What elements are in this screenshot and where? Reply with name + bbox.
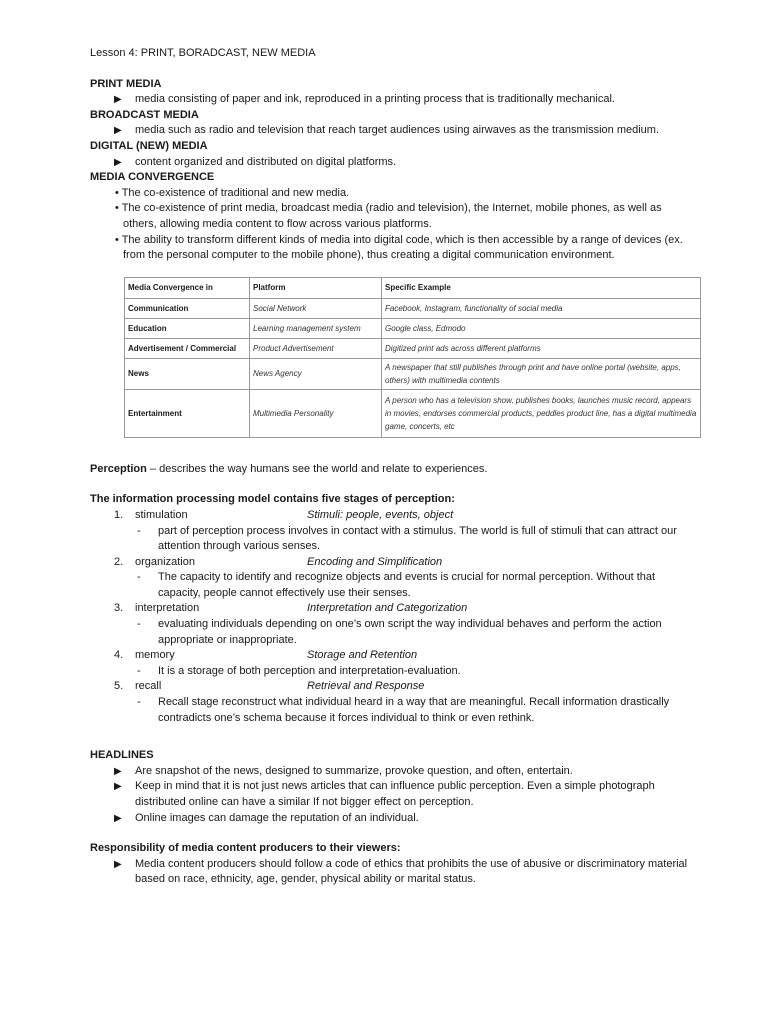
table-row [125, 358, 701, 389]
headlines-heading: HEADLINES [90, 749, 154, 762]
table-cell: A newspaper that still publishes through print and have online portal (website, apps, others) with multimedia contents [382, 358, 701, 389]
table-cell: Multimedia Personality [250, 389, 382, 437]
table-cell: Education [125, 318, 250, 338]
print-media-heading: PRINT MEDIA [90, 77, 162, 90]
headlines-item: ▶ Are snapshot of the news, designed to summarize, provoke question, and often, entertain. [90, 764, 690, 780]
triangle-bullet-icon: ▶ [114, 765, 122, 777]
document-page [90, 46, 697, 888]
triangle-bullet-icon: ▶ [114, 781, 122, 793]
table-header: Media Convergence in [125, 277, 250, 298]
stage-row: 3. interpretation Interpretation and Categorization [114, 602, 468, 615]
headlines-item: ▶ Online images can damage the reputation of an individual. [90, 811, 690, 827]
stage-row: 1. stimulation Stimuli: people, events, object [114, 508, 454, 521]
table-cell: Learning management system [250, 318, 382, 338]
stage-row: 4. memory Storage and Retention [114, 649, 418, 662]
table-cell: News Agency [250, 358, 382, 389]
stages-heading: The information processing model contains five stages of perception: [90, 493, 455, 506]
stage-detail: - The capacity to identify and recognize objects and events is crucial for normal perception. Without that capacity, people cannot effectively use their senses. [137, 571, 656, 599]
headlines-item: ▶ Keep in mind that it is not just news articles that can influence public perception. Even a simple photograph distributed online can have a similar If not bigger effect on perception. [90, 779, 690, 810]
table-row [125, 298, 701, 318]
table-header: Platform [250, 277, 382, 298]
triangle-bullet-icon: ▶ [114, 858, 122, 870]
print-media-item: ▶ media consisting of paper and ink, reproduced in a printing process that is traditionally mechanical. [90, 92, 690, 108]
triangle-bullet-icon: ▶ [114, 156, 122, 168]
lesson-title: Lesson 4: PRINT, BORADCAST, NEW MEDIA [90, 47, 316, 59]
table-cell: Advertisement / Commercial [125, 338, 250, 358]
perception-text: – describes the way humans see the world and relate to experiences. [146, 462, 488, 475]
convergence-bullet: • The co-existence of print media, broadcast media (radio and television), the Internet, mobile phones, as well as others, allowing media content to flow across various platforms. [115, 202, 662, 230]
table-cell: Entertainment [125, 389, 250, 437]
table-row [125, 389, 701, 437]
stage-detail: - It is a storage of both perception and interpretation-evaluation. [137, 664, 461, 677]
convergence-bullet: • The co-existence of traditional and new media. [115, 186, 350, 199]
triangle-bullet-icon: ▶ [114, 812, 122, 824]
table-row [125, 338, 701, 358]
broadcast-media-heading: BROADCAST MEDIA [90, 108, 199, 121]
table-cell: Facebook, Instagram, functionality of social media [382, 298, 701, 318]
triangle-bullet-icon: ▶ [114, 94, 122, 106]
perception-definition [90, 462, 690, 478]
responsibility-heading: Responsibility of media content producers to their viewers: [90, 842, 401, 855]
responsibility-item: ▶ Media content producers should follow a code of ethics that prohibits the use of abusive or discriminatory material based on race, ethnicity, age, gender, physical ability or marital status. [90, 857, 690, 888]
table-cell: News [125, 358, 250, 389]
stage-detail: - Recall stage reconstruct what individual heard in a way that are meaningful. Recall information drastically contradicts one’s schema because it forces individual to think or even rethink. [137, 696, 670, 724]
stage-detail: - evaluating individuals depending on one’s own script the way individual behaves and perform the action appropriate or inappropriate. [137, 618, 662, 646]
table-row [125, 318, 701, 338]
digital-media-heading: DIGITAL (NEW) MEDIA [90, 139, 208, 152]
convergence-bullet: • The ability to transform different kinds of media into digital code, which is then accessible by a range of devices (ex. from the personal computer to the mobile phone), thus creating a digital communication environment. [115, 233, 683, 262]
convergence-table [124, 277, 701, 438]
table-cell: Google class, Edmodo [382, 318, 701, 338]
table-header: Specific Example [382, 277, 701, 298]
media-convergence-heading: MEDIA CONVERGENCE [90, 171, 215, 184]
table-cell: Product Advertisement [250, 338, 382, 358]
stage-row: 5. recall Retrieval and Response [114, 680, 425, 693]
table-cell: Digitized print ads across different platforms [382, 338, 701, 358]
digital-media-item: ▶ content organized and distributed on digital platforms. [90, 155, 690, 171]
table-cell: Communication [125, 298, 250, 318]
broadcast-media-item: ▶ media such as radio and television that reach target audiences using airwaves as the transmission medium. [90, 123, 690, 139]
table-cell: A person who has a television show, publishes books, launches music record, appears in movies, endorses commercial products, peddles product line, has a digital multimedia game, concerts, etc [382, 389, 701, 437]
table-cell: Social Network [250, 298, 382, 318]
triangle-bullet-icon: ▶ [114, 125, 122, 137]
perception-term: Perception [90, 462, 147, 475]
stage-row: 2. organization Encoding and Simplification [114, 555, 443, 568]
table-header-row [125, 277, 701, 298]
stage-detail: - part of perception process involves in contact with a stimulus. The world is full of stimuli that can attract our attention through various senses. [137, 524, 677, 553]
